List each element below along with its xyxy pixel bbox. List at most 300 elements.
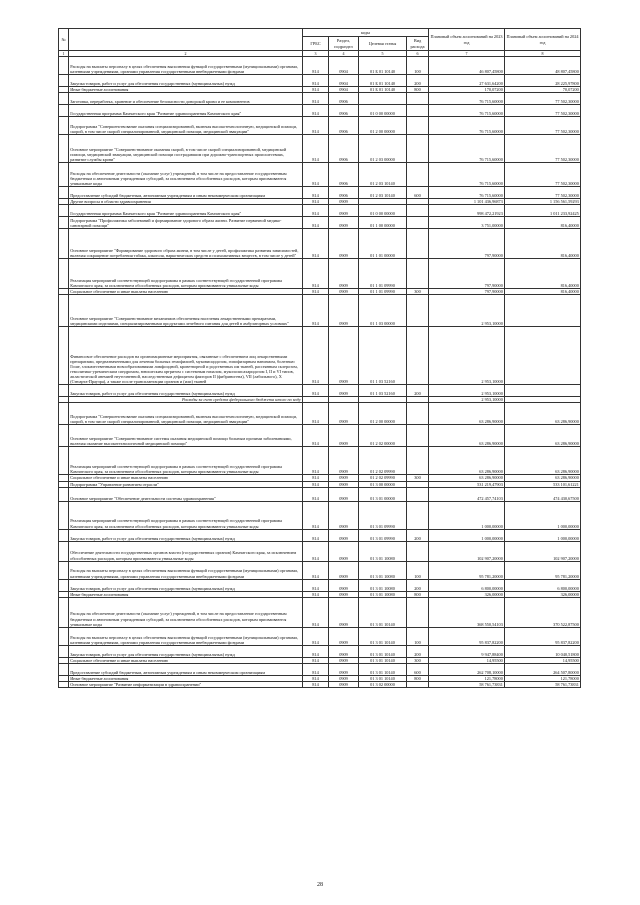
cell-2024: 370 522,87500 — [505, 597, 581, 627]
cell-2024: 14,95500 — [505, 657, 581, 663]
cell-2023: 63 286,90000 — [429, 403, 505, 425]
cell-target: 01 3 01 10080 — [359, 591, 407, 597]
cell-target: 01 3 01 10140 — [359, 597, 407, 627]
cell-target: 01 1 01 09990 — [359, 289, 407, 295]
cell-2023: 95 837,82200 — [429, 627, 505, 645]
cell-section: 0909 — [329, 217, 359, 229]
cell-target: 01 2 02 09990 — [359, 447, 407, 475]
cell-target: 01 1 01 00000 — [359, 229, 407, 259]
cell-2023: 531 219,47903 — [429, 481, 505, 487]
table-row — [59, 403, 581, 425]
cell-target: 01 2 03 00000 — [359, 135, 407, 163]
cell-2024: 48 807,45800 — [505, 57, 581, 75]
table-row — [59, 93, 581, 105]
cell-2023: 76 715,60000 — [429, 93, 505, 105]
cell-name: Социальное обеспечение и иные выплаты населению — [69, 475, 303, 481]
cell-target: 01 1 03 00000 — [359, 295, 407, 327]
cell-grbs: 814 — [303, 681, 329, 687]
cell-target: 01 3 01 09990 — [359, 501, 407, 529]
cell-target: 01 3 02 00000 — [359, 681, 407, 687]
cell-section: 0906 — [329, 187, 359, 199]
col-number: 2 — [69, 51, 303, 57]
cell-2023: 797,90000 — [429, 229, 505, 259]
cell-name: Иные бюджетные ассигнования — [69, 87, 303, 93]
cell-name: Основное мероприятие "Обеспечение деятельности системы здравоохранения" — [69, 487, 303, 501]
cell-num — [59, 541, 69, 561]
cell-2024: 77 502,30000 — [505, 105, 581, 117]
cell-2024: 63 286,90000 — [505, 475, 581, 481]
table-row — [59, 663, 581, 675]
cell-num — [59, 187, 69, 199]
cell-expense-type: 100 — [407, 57, 429, 75]
cell-expense-type — [407, 541, 429, 561]
cell-expense-type: 800 — [407, 591, 429, 597]
cell-2023: 63 286,90000 — [429, 475, 505, 481]
cell-target: 01 0 00 00000 — [359, 105, 407, 117]
cell-name: Предоставление субсидий бюджетным, автономным учреждениям и иным некоммерческим организациям — [69, 187, 303, 199]
cell-2024: 474 430,67500 — [505, 487, 581, 501]
cell-2023: 76 715,60000 — [429, 135, 505, 163]
cell-section: 0909 — [329, 657, 359, 663]
cell-target: 01 1 03 52160 — [359, 327, 407, 385]
cell-2023: 102 907,20000 — [429, 541, 505, 561]
cell-target: 01 1 01 09990 — [359, 259, 407, 289]
cell-num — [59, 327, 69, 385]
cell-2024: 63 286,90000 — [505, 403, 581, 425]
header-year-2023: Плановый объем ассигнований на 2023 год — [429, 29, 505, 51]
cell-2024: 1 000,00000 — [505, 529, 581, 541]
cell-grbs: 814 — [303, 199, 329, 205]
cell-2023: 1 000,00000 — [429, 501, 505, 529]
cell-2024 — [505, 327, 581, 385]
cell-section: 0909 — [329, 675, 359, 681]
cell-section: 0909 — [329, 385, 359, 397]
cell-expense-type — [407, 487, 429, 501]
cell-grbs: 814 — [303, 229, 329, 259]
cell-name: Финансовое обеспечение расходов на организационные мероприятия, связанные с обеспечением лиц лекарственными препаратами, предназначенными для лечения больных гемофилией, муковисцидозом, гипофизарным нанизмом, болезнью Гоше, злокачественными новообразованиями лимфоидной, кроветворной и родственных им тканей, рассеянным склерозом, гемолитико-уремическим синдромом, юношеским артритом с системным началом, мукополисахаридозом I, II и VI типов, апластической анемией неуточненной, наследственным дефицитом факторов II (фибриногена), VII (лабильного), X (Стюарта-Прауэра), а также после трансплантации органов и (или) тканей — [69, 327, 303, 385]
cell-section: 0909 — [329, 663, 359, 675]
cell-target: 01 Б 01 10140 — [359, 57, 407, 75]
cell-section: 0909 — [329, 579, 359, 591]
cell-num — [59, 403, 69, 425]
cell-expense-type — [407, 681, 429, 687]
cell-grbs: 814 — [303, 475, 329, 481]
cell-2024: 58 761,73831 — [505, 681, 581, 687]
cell-grbs: 814 — [303, 481, 329, 487]
cell-target: 01 3 01 10080 — [359, 561, 407, 579]
cell-grbs: 814 — [303, 385, 329, 397]
cell-target: 01 3 01 10140 — [359, 645, 407, 657]
table-row — [59, 135, 581, 163]
cell-2024: 264 507,80000 — [505, 663, 581, 675]
table-row — [59, 627, 581, 645]
table-row — [59, 597, 581, 627]
cell-section: 0909 — [329, 501, 359, 529]
cell-section: 0909 — [329, 425, 359, 447]
table-row — [59, 561, 581, 579]
cell-target: 01 2 02 09990 — [359, 475, 407, 481]
cell-2023: 3 751,00000 — [429, 217, 505, 229]
cell-2024: 533 101,61221 — [505, 481, 581, 487]
cell-2024 — [505, 385, 581, 397]
cell-num — [59, 259, 69, 289]
header-year-2024: Плановый объем ассигнований на 2024 год — [505, 29, 581, 51]
cell-grbs: 814 — [303, 501, 329, 529]
cell-grbs: 814 — [303, 259, 329, 289]
cell-expense-type — [407, 163, 429, 187]
cell-grbs: 814 — [303, 93, 329, 105]
cell-name: Реализация мероприятий соответствующей подпрограммы в рамках соответствующей государственной программы Камчатского края, за исключением обособленных расходов, которым присваиваются уникальные коды — [69, 501, 303, 529]
cell-2023: 326,00000 — [429, 591, 505, 597]
cell-name: Реализация мероприятий соответствующей подпрограммы в рамках соответствующей государственной программы Камчатского края, за исключением обособленных расходов, которым присваиваются уникальные коды — [69, 259, 303, 289]
cell-section: 0909 — [329, 289, 359, 295]
cell-expense-type — [407, 205, 429, 217]
cell-target: 01 3 01 10080 — [359, 579, 407, 591]
cell-2024: 95 781,20000 — [505, 561, 581, 579]
cell-expense-type — [407, 295, 429, 327]
cell-2023: 472 457,74103 — [429, 487, 505, 501]
cell-2024: 63 286,90000 — [505, 425, 581, 447]
cell-section: 0909 — [329, 487, 359, 501]
cell-2023: 262 708,10000 — [429, 663, 505, 675]
cell-name: Расходы на выплаты персоналу в целях обеспечения выполнения функций государственными (муниципальными) органами, казенными учреждениями, органами управления государственными внебюджетными фондами — [69, 57, 303, 75]
cell-expense-type: 100 — [407, 627, 429, 645]
cell-target — [359, 93, 407, 105]
cell-section: 0904 — [329, 75, 359, 87]
cell-num — [59, 681, 69, 687]
cell-grbs: 814 — [303, 487, 329, 501]
table-row — [59, 217, 581, 229]
cell-target: 01 3 01 10140 — [359, 657, 407, 663]
cell-grbs: 814 — [303, 289, 329, 295]
cell-2024: 77 502,30000 — [505, 187, 581, 199]
cell-name: Закупка товаров, работ и услуг для обеспечения государственных (муниципальных) нужд — [69, 579, 303, 591]
cell-2024: 816,40000 — [505, 217, 581, 229]
cell-grbs: 814 — [303, 447, 329, 475]
cell-target: 01 2 03 10140 — [359, 187, 407, 199]
cell-section: 0906 — [329, 105, 359, 117]
cell-name: Социальное обеспечение и иные выплаты населению — [69, 289, 303, 295]
cell-expense-type — [407, 217, 429, 229]
col-number: 5 — [359, 51, 407, 57]
cell-2023: 63 286,90000 — [429, 447, 505, 475]
cell-section: 0906 — [329, 163, 359, 187]
cell-num — [59, 217, 69, 229]
cell-2024: 63 286,90000 — [505, 447, 581, 475]
cell-target: 01 3 01 10140 — [359, 675, 407, 681]
table-row — [59, 229, 581, 259]
cell-expense-type — [407, 117, 429, 135]
cell-grbs: 814 — [303, 529, 329, 541]
cell-2023: 2 953,10000 — [429, 385, 505, 397]
cell-target: 01 2 03 10140 — [359, 163, 407, 187]
table-row — [59, 327, 581, 385]
cell-2024: 77 502,30000 — [505, 135, 581, 163]
cell-grbs: 814 — [303, 403, 329, 425]
cell-section: 0909 — [329, 561, 359, 579]
cell-section: 0909 — [329, 199, 359, 205]
cell-grbs: 814 — [303, 561, 329, 579]
cell-2023: 63 286,90000 — [429, 425, 505, 447]
cell-target: 01 3 01 10080 — [359, 541, 407, 561]
cell-name: Закупка товаров, работ и услуг для обеспечения государственных (муниципальных) нужд — [69, 385, 303, 397]
cell-grbs: 814 — [303, 163, 329, 187]
cell-target: 01 2 00 00000 — [359, 117, 407, 135]
cell-name: Иные бюджетные ассигнования — [69, 675, 303, 681]
cell-num — [59, 295, 69, 327]
cell-section: 0909 — [329, 295, 359, 327]
cell-expense-type — [407, 425, 429, 447]
cell-2023: 998 472,21923 — [429, 205, 505, 217]
cell-grbs: 814 — [303, 205, 329, 217]
table-row — [59, 259, 581, 289]
cell-2023: 46 807,45800 — [429, 57, 505, 75]
cell-target: 01 Б 01 10140 — [359, 75, 407, 87]
cell-2023: 9 947,88400 — [429, 645, 505, 657]
cell-expense-type — [407, 259, 429, 289]
cell-2024: 326,00000 — [505, 591, 581, 597]
cell-target: 01 0 00 00000 — [359, 205, 407, 217]
cell-2024: 816,40000 — [505, 259, 581, 289]
cell-2024: 77 502,30000 — [505, 117, 581, 135]
cell-name: Социальное обеспечение и иные выплаты населению — [69, 657, 303, 663]
cell-2023: 76 715,60000 — [429, 105, 505, 117]
header-target: Целевая статья — [359, 37, 407, 51]
cell-name: Основное мероприятие "Совершенствование оказания скорой, в том числе скорой специализированной, медицинской помощи, медицинской эвакуации, медицинской помощи пострадавшим при дорожно-транспортных происшествиях, развитие службы крови" — [69, 135, 303, 163]
cell-target: 01 2 00 00000 — [359, 403, 407, 425]
cell-num — [59, 663, 69, 675]
col-number: 8 — [505, 51, 581, 57]
cell-num — [59, 105, 69, 117]
cell-target: 01 3 00 00000 — [359, 481, 407, 487]
cell-2024: 6 800,00000 — [505, 579, 581, 591]
table-row — [59, 425, 581, 447]
cell-section: 0909 — [329, 681, 359, 687]
cell-expense-type: 200 — [407, 385, 429, 397]
cell-name: Закупка товаров, работ и услуг для обеспечения государственных (муниципальных) нужд — [69, 645, 303, 657]
cell-expense-type — [407, 229, 429, 259]
cell-grbs: 814 — [303, 105, 329, 117]
cell-target: 01 3 01 10140 — [359, 627, 407, 645]
cell-2023: 76 715,60000 — [429, 163, 505, 187]
table-row — [59, 529, 581, 541]
cell-num — [59, 501, 69, 529]
cell-expense-type — [407, 597, 429, 627]
cell-2024: 10 040,51800 — [505, 645, 581, 657]
table-row — [59, 681, 581, 687]
cell-num — [59, 75, 69, 87]
cell-expense-type — [407, 327, 429, 385]
cell-2023: 2 953,10000 — [429, 295, 505, 327]
cell-section: 0909 — [329, 327, 359, 385]
cell-name: Основное мероприятие "Совершенствование системы оказания медицинской помощи больным прочими заболеваниями, включая оказание высокотехнологичной медицинской помощи" — [69, 425, 303, 447]
cell-name: Государственная программа Камчатского края "Развитие здравоохранения Камчатского края" — [69, 105, 303, 117]
cell-2024: 77 502,30000 — [505, 93, 581, 105]
cell-expense-type: 600 — [407, 187, 429, 199]
cell-target: 01 1 03 52160 — [359, 385, 407, 397]
cell-2023: 6 800,00000 — [429, 579, 505, 591]
cell-section: 0909 — [329, 529, 359, 541]
cell-grbs: 814 — [303, 87, 329, 93]
cell-2023: 27 631,64200 — [429, 75, 505, 87]
cell-num — [59, 425, 69, 447]
cell-2024: 95 837,82200 — [505, 627, 581, 645]
header-num: № — [59, 29, 69, 51]
cell-grbs: 814 — [303, 135, 329, 163]
cell-expense-type: 600 — [407, 663, 429, 675]
cell-2024: 816,40000 — [505, 289, 581, 295]
cell-2023: 14,95500 — [429, 657, 505, 663]
table-row — [59, 187, 581, 199]
cell-section: 0909 — [329, 645, 359, 657]
header-expense-type: Вид расхода — [407, 37, 429, 51]
cell-grbs: 814 — [303, 217, 329, 229]
table-row — [59, 385, 581, 397]
cell-target: 01 3 01 09990 — [359, 529, 407, 541]
cell-section: 0904 — [329, 57, 359, 75]
cell-num — [59, 205, 69, 217]
cell-2023: 1 000,00000 — [429, 529, 505, 541]
cell-section: 0904 — [329, 87, 359, 93]
cell-2023: 2 953,10000 — [429, 327, 505, 385]
col-number: 1 — [59, 51, 69, 57]
cell-grbs: 814 — [303, 657, 329, 663]
header-code-group: коды — [303, 29, 429, 37]
cell-name: Заготовка, переработка, хранение и обеспечение безопасности донорской крови и ее компонентов — [69, 93, 303, 105]
cell-num — [59, 447, 69, 475]
cell-2023: 1 101 436,96873 — [429, 199, 505, 205]
cell-expense-type: 200 — [407, 579, 429, 591]
cell-name: Расходы на выплаты персоналу в целях обеспечения выполнения функций государственными (муниципальными) органами, казенными учреждениями, органами управления государственными внебюджетными фондами — [69, 561, 303, 579]
cell-expense-type: 200 — [407, 529, 429, 541]
table-row — [59, 579, 581, 591]
cell-name: Иные бюджетные ассигнования — [69, 591, 303, 597]
cell-num — [59, 579, 69, 591]
cell-target: 01 Б 01 10140 — [359, 87, 407, 93]
cell-target: 01 2 02 00000 — [359, 425, 407, 447]
cell-grbs: 814 — [303, 541, 329, 561]
cell-name: Основное мероприятие "Развитие информатизации в здравоохранении" — [69, 681, 303, 687]
table-row — [59, 645, 581, 657]
cell-expense-type: 800 — [407, 675, 429, 681]
cell-name: Обеспечение деятельности государственных органов власти (государственных органов) Камчатского края, за исключением обособленных расходов, которым присваиваются уникальные коды — [69, 541, 303, 561]
cell-expense-type — [407, 447, 429, 475]
cell-num — [59, 385, 69, 397]
header-section: Раздел, подраздел — [329, 37, 359, 51]
cell-2023: 170,07200 — [429, 87, 505, 93]
cell-expense-type: 100 — [407, 561, 429, 579]
table-body — [59, 57, 581, 688]
cell-name: Расходы на выплаты персоналу в целях обеспечения выполнения функций государственными (муниципальными) органами, казенными учреждениями, органами управления государственными внебюджетными фондами — [69, 627, 303, 645]
cell-num — [59, 597, 69, 627]
cell-2023: 121,78000 — [429, 675, 505, 681]
table-row — [59, 105, 581, 117]
cell-2023: 797,90000 — [429, 289, 505, 295]
cell-num — [59, 627, 69, 645]
cell-2023: 797,90000 — [429, 259, 505, 289]
table-row — [59, 447, 581, 475]
cell-grbs: 814 — [303, 645, 329, 657]
cell-name: Расходы за счет средств федерального бюджета итого по коду — [69, 397, 303, 403]
cell-num — [59, 487, 69, 501]
cell-2024: 816,40000 — [505, 229, 581, 259]
cell-num — [59, 561, 69, 579]
cell-name: Расходы на обеспечение деятельности (оказание услуг) учреждений, в том числе на предоставление государственным бюджетным и автономным учреждениям субсидий, за исключением обособленных расходов, которым присваиваются уникальные коды — [69, 597, 303, 627]
cell-grbs: 814 — [303, 295, 329, 327]
table-row — [59, 75, 581, 87]
cell-section: 0909 — [329, 591, 359, 597]
cell-grbs: 814 — [303, 117, 329, 135]
cell-num — [59, 135, 69, 163]
cell-2023: 368 550,54103 — [429, 597, 505, 627]
cell-expense-type — [407, 135, 429, 163]
table-row — [59, 117, 581, 135]
cell-grbs: 814 — [303, 57, 329, 75]
page-number: 28 — [317, 882, 323, 888]
cell-2024: 77 502,30000 — [505, 163, 581, 187]
cell-name: Основное мероприятие "Совершенствование механизмов обеспечения населения лекарственными препаратами, медицинскими изделиями, специализированными продуктами лечебного питания для детей в амбулаторных условиях" — [69, 295, 303, 327]
cell-expense-type: 800 — [407, 87, 429, 93]
header-grbs: ГРБС — [303, 37, 329, 51]
cell-target: 01 3 01 10140 — [359, 663, 407, 675]
col-number: 3 — [303, 51, 329, 57]
header-name — [69, 29, 303, 51]
cell-expense-type: 300 — [407, 289, 429, 295]
cell-section: 0909 — [329, 481, 359, 487]
cell-2023: 76 715,60000 — [429, 187, 505, 199]
cell-section: 0909 — [329, 259, 359, 289]
cell-name: Предоставление субсидий бюджетным, автономным учреждениям и иным некоммерческим организациям — [69, 663, 303, 675]
table-row — [59, 501, 581, 529]
table-row — [59, 295, 581, 327]
cell-section: 0909 — [329, 541, 359, 561]
cell-2024: 102 907,20000 — [505, 541, 581, 561]
cell-grbs: 814 — [303, 187, 329, 199]
cell-grbs: 814 — [303, 627, 329, 645]
cell-section: 0909 — [329, 229, 359, 259]
cell-name: Государственная программа Камчатского края "Развитие здравоохранения Камчатского края" — [69, 205, 303, 217]
cell-grbs: 814 — [303, 675, 329, 681]
cell-num — [59, 117, 69, 135]
cell-num — [59, 229, 69, 259]
cell-grbs: 814 — [303, 579, 329, 591]
cell-section: 0909 — [329, 205, 359, 217]
table-row — [59, 163, 581, 187]
cell-name: Подпрограмма "Совершенствование оказания специализированной, включая высокотехнологичную, медицинской помощи, скорой, в том числе скорой специализированной, медицинской помощи, медицинской эвакуации" — [69, 403, 303, 425]
cell-expense-type: 200 — [407, 75, 429, 87]
cell-expense-type — [407, 105, 429, 117]
table-row — [59, 57, 581, 75]
cell-2024: 1 000,00000 — [505, 501, 581, 529]
cell-num — [59, 57, 69, 75]
cell-expense-type — [407, 501, 429, 529]
cell-section: 0909 — [329, 403, 359, 425]
cell-expense-type — [407, 403, 429, 425]
cell-section: 0906 — [329, 117, 359, 135]
cell-expense-type: 200 — [407, 645, 429, 657]
cell-name: Закупка товаров, работ и услуг для обеспечения государственных (муниципальных) нужд — [69, 529, 303, 541]
cell-2024: 121,78000 — [505, 675, 581, 681]
cell-target: 01 1 00 00000 — [359, 217, 407, 229]
cell-expense-type: 300 — [407, 475, 429, 481]
cell-num — [59, 163, 69, 187]
cell-name: Другие вопросы в области здравоохранения — [69, 199, 303, 205]
cell-2023: 95 781,20000 — [429, 561, 505, 579]
cell-target: 01 3 01 00000 — [359, 487, 407, 501]
cell-num — [59, 529, 69, 541]
cell-name: Основное мероприятие "Формирование здорового образа жизни, в том числе у детей, профилактика развития зависимостей, включая сокращение потребления табака, алкоголя, наркотических средств и психоактивных веществ, в том числе у детей" — [69, 229, 303, 259]
cell-section: 0909 — [329, 475, 359, 481]
